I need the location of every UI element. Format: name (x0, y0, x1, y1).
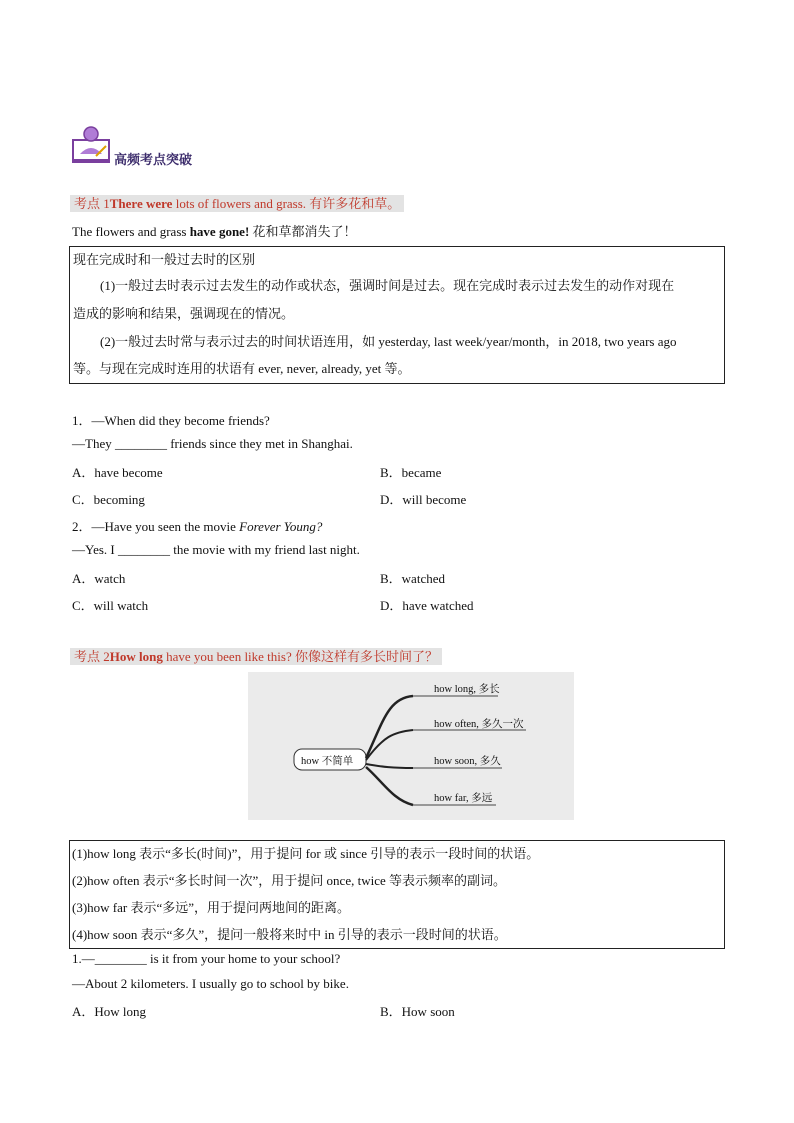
kp1-box-title: 现在完成时和一般过去时的区别 (73, 252, 256, 267)
mindmap-branch-how-far: how far, 多远 (434, 793, 493, 804)
kp1-q2-option-c[interactable]: C．will watch (72, 598, 149, 613)
kp2-q1-stem: 1.—________ is it from your home to your school? (72, 951, 341, 966)
kp1-q1-option-a[interactable]: A．have become (72, 465, 163, 480)
kp1-q2-movie-title: Forever Young? (239, 519, 323, 534)
kp2-key-phrase: How long (109, 649, 163, 664)
kp1-q2-stem (72, 516, 322, 535)
kp1-key-phrase: There were (109, 196, 173, 211)
kp2-box-line-2: (2)how often 表示“多长时间一次”，用于提问 once, twice 等表示频率的副词。 (72, 873, 506, 888)
kp1-grammar-box (69, 246, 725, 384)
kp1-q1-line2: —They ________ friends since they met in Shanghai. (72, 436, 353, 451)
kp2-box-line-1: (1)how long 表示“多长(时间)”，用于提问 for 或 since 引导的表示一段时间的状语。 (72, 846, 540, 861)
kp1-box-p1a: (1)一般过去时表示过去发生的动作或状态，强调时间是过去。现在完成时表示过去发生的动作对现在 (100, 278, 675, 293)
kp1-box-p2b: 等。与现在完成时连用的状语有 ever, never, already, yet 等。 (73, 361, 411, 376)
branch-line-1 (366, 696, 413, 758)
kp2-heading (70, 646, 442, 665)
branch-line-4 (366, 767, 413, 805)
kp2-heading-bar (70, 648, 442, 665)
kp1-box-p1b: 造成的影响和结果，强调现在的情况。 (73, 306, 295, 321)
mindmap-branch-how-long: how long, 多长 (434, 684, 500, 695)
presenter-board-icon (72, 126, 112, 164)
kp2-label: 考点 2 (74, 649, 110, 664)
kp1-example-pre: The flowers and grass (72, 224, 190, 239)
section-title: 高频考点突破 (114, 153, 193, 168)
kp1-box-p2a: (2)一般过去时常与表示过去的时间状语连用，如 yesterday, last week/year/month，in 2018, two years ago (100, 334, 677, 349)
mindmap-svg (248, 672, 574, 820)
kp2-sentence: have you been like this? 你像这样有多长时间了？ (162, 649, 438, 664)
branch-line-3 (366, 764, 413, 768)
kp1-q1-option-d[interactable]: D．will become (380, 492, 467, 507)
kp1-q2-stem-text: 2．—Have you seen the movie (72, 519, 240, 534)
kp1-heading (70, 193, 404, 212)
mindmap-branch-how-soon: how soon, 多久 (434, 756, 501, 767)
kp1-q1-option-c[interactable]: C．becoming (72, 492, 145, 507)
kp1-q2-option-d[interactable]: D．have watched (380, 598, 474, 613)
kp2-box-line-4: (4)how soon 表示“多久”，提问一般将来时中 in 引导的表示一段时间的状语。 (72, 927, 507, 942)
mindmap-center-label: how 不简单 (301, 756, 354, 767)
section-header (72, 126, 252, 170)
kp1-example-post: 花和草都消失了！ (249, 224, 357, 239)
kp2-box-line-3: (3)how far 表示“多远”，用于提问两地间的距离。 (72, 900, 351, 915)
kp2-q1-option-a[interactable]: A．How long (72, 1004, 147, 1019)
kp2-q1-line2: —About 2 kilometers. I usually go to school by bike. (72, 976, 349, 991)
kp1-q1-option-b[interactable]: B．became (380, 465, 442, 480)
kp2-q1-option-b[interactable]: B．How soon (380, 1004, 455, 1019)
kp1-q1-stem: 1．—When did they become friends? (72, 413, 270, 428)
kp2-grammar-box (69, 840, 725, 949)
kp1-q2-option-b[interactable]: B．watched (380, 571, 445, 586)
kp1-heading-bar (70, 195, 404, 212)
how-mindmap (248, 672, 574, 820)
kp1-q2-line2: —Yes. I ________ the movie with my friend last night. (72, 542, 360, 557)
kp1-example (72, 221, 357, 240)
kp1-q2-option-a[interactable]: A．watch (72, 571, 126, 586)
kp1-sentence: lots of flowers and grass. 有许多花和草。 (172, 196, 401, 211)
mindmap-branch-how-often: how often, 多久一次 (434, 719, 524, 730)
kp1-example-bold: have gone! (189, 224, 250, 239)
kp1-label: 考点 1 (74, 196, 110, 211)
